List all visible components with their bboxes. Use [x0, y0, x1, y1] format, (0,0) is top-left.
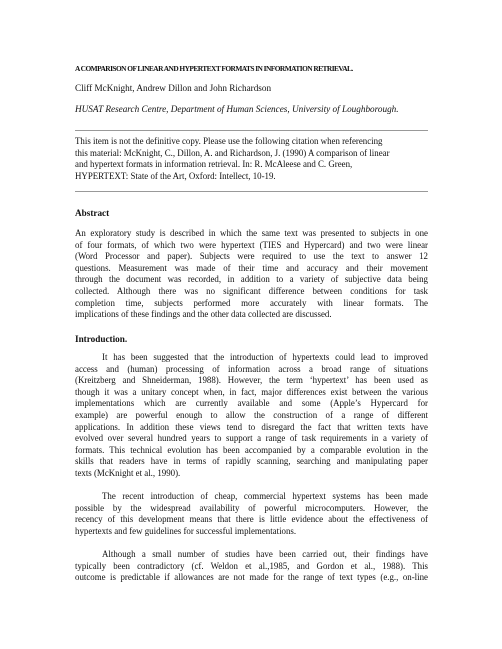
- text-line: of four formats, of which two were hypertext (TIES and Hypercard) and two were linear: [75, 239, 428, 250]
- text-line: through the document was recorded, in addition to a variety of subjective data being: [75, 274, 428, 285]
- citation-line: HYPERTEXT: State of the Art, Oxford: Intellect, 10-19.: [75, 170, 276, 181]
- bottom-rule: [75, 191, 428, 192]
- introduction-heading: Introduction.: [75, 334, 128, 344]
- text-line: access and (human) processing of information across a broad range of situations: [75, 363, 428, 374]
- text-line: possible by the widespread availability of powerful microcomputers. However, the: [75, 502, 428, 513]
- introduction-paragraph-1: [75, 352, 428, 480]
- text-line: implementations which are currently available and some (Apple’s Hypercard for: [75, 398, 428, 409]
- text-line: typically been contradictory (cf. Weldon et al.,1985, and Gordon et al., 1988). This: [75, 560, 428, 571]
- text-line: (Kreitzberg and Shneiderman, 1988). However, the term ‘hypertext’ has been used as: [75, 375, 428, 386]
- text-line: collected. Although there was no significant difference between conditions for task: [75, 285, 428, 296]
- text-line: though it was a unitary concept when, in fact, major differences exist between the various: [75, 386, 428, 397]
- text-line: skills that readers have in terms of rapidly scanning, searching and manipulating paper: [75, 456, 428, 467]
- text-line: hypertexts and few guidelines for successful implementations.: [75, 525, 297, 536]
- text-line: questions. Measurement was made of their time and accuracy and their movement: [75, 262, 428, 273]
- paper-title: A COMPARISON OF LINEAR AND HYPERTEXT FORMATS IN INFORMATION RETRIEVAL.: [75, 64, 353, 73]
- text-line: An exploratory study is described in which the same text was presented to subjects in one: [75, 228, 428, 238]
- text-line: evolved over several hundred years to support a range of task requirements in a variety of: [75, 433, 428, 444]
- citation-line: and hypertext formats in information retrieval. In: R. McAleese and C. Green,: [75, 159, 353, 170]
- text-line: It has been suggested that the introduction of hypertexts could lead to improved: [102, 352, 428, 362]
- text-line: recency of this development means that there is little evidence about the effectiveness of: [75, 514, 428, 525]
- text-line: implications of these findings and the other data collected are discussed.: [75, 309, 332, 320]
- top-rule: [75, 130, 428, 131]
- text-line: example) are powerful enough to allow the construction of a range of different: [75, 409, 428, 420]
- introduction-paragraph-2: [75, 491, 428, 537]
- author-list: Cliff McKnight, Andrew Dillon and John Richardson: [75, 83, 272, 93]
- text-line: Although a small number of studies have been carried out, their findings have: [102, 549, 428, 559]
- citation-line: this material: McKnight, C., Dillon, A. and Richardson, J. (1990) A comparison of linear: [75, 147, 390, 158]
- text-line: texts (McKnight et al., 1990).: [75, 467, 181, 478]
- text-line: formats. This technical evolution has been accompanied by a comparable evolution in the: [75, 444, 428, 455]
- affiliation: HUSAT Research Centre, Department of Human Sciences, University of Loughborough.: [75, 104, 399, 114]
- text-line: outcome is predictable if allowances are not made for the range of text types (e.g., on-line: [75, 572, 428, 583]
- text-line: The recent introduction of cheap, commercial hypertext systems has been made: [102, 491, 428, 501]
- introduction-paragraph-3: [75, 549, 428, 584]
- abstract-heading: Abstract: [75, 208, 110, 218]
- abstract-paragraph: [75, 228, 428, 321]
- text-line: applications. In addition these views tend to disregard the fact that written texts have: [75, 421, 428, 432]
- citation-notice: [75, 136, 428, 182]
- text-line: (Word Processor and paper). Subjects were required to use the text to answer 12: [75, 251, 428, 262]
- citation-line: This item is not the definitive copy. Please use the following citation when referencing: [75, 136, 383, 146]
- text-line: completion time, subjects performed more accurately with linear formats. The: [75, 297, 428, 308]
